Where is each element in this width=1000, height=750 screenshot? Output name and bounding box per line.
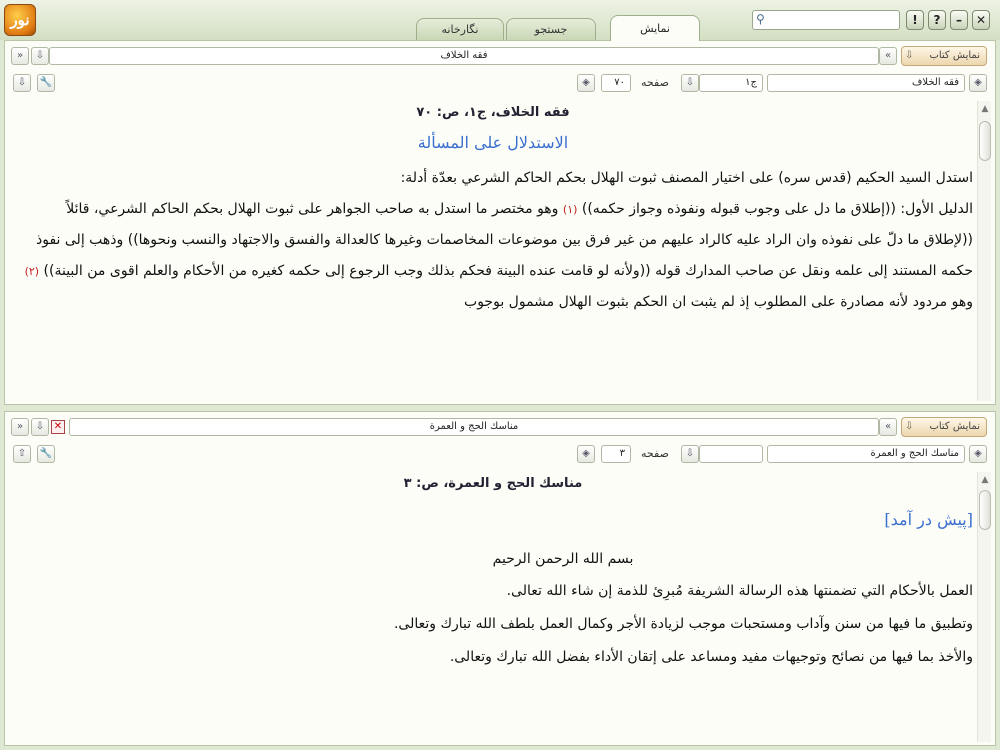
dropdown-arrow-icon: ⇩ xyxy=(905,50,914,61)
book-icon[interactable]: ◈ xyxy=(969,445,987,463)
page-content xyxy=(13,476,973,742)
up-arrow-icon[interactable]: ⇧ xyxy=(13,445,31,463)
show-book-button[interactable] xyxy=(901,46,987,66)
navigation-toolbar xyxy=(5,71,995,95)
expand-left-icon[interactable]: » xyxy=(11,47,29,65)
scroll-thumb[interactable] xyxy=(979,490,991,530)
collapse-icon[interactable]: « xyxy=(879,418,897,436)
bookmark-icon[interactable]: ◈ xyxy=(577,74,595,92)
search-icon[interactable]: ⚲ xyxy=(756,12,765,26)
paragraph-text: وهو مردود لأنه مصادرة على المطلوب إذ لم يثبت ان الحكم بثبوت الهلال مشمول بوجوب xyxy=(464,294,973,310)
tab-search[interactable]: جستجو xyxy=(506,18,596,40)
paragraph: استدل السيد الحكيم (قدس سره) على اختيار المصنف ثبوت الهلال بحكم الحاكم الشرعي بعدّة أدلة: xyxy=(400,170,973,186)
show-book-button[interactable] xyxy=(901,417,987,437)
page-header: مناسك الحج و العمرة، ص: ۳ xyxy=(403,476,583,491)
alert-button[interactable]: ! xyxy=(906,10,924,30)
book-icon[interactable]: ◈ xyxy=(969,74,987,92)
footnote-link[interactable]: (۱) xyxy=(562,203,578,216)
app-topbar xyxy=(0,0,1000,40)
page-label: صفحه xyxy=(641,447,669,460)
volume-select[interactable] xyxy=(699,445,763,463)
volume-select[interactable]: ج۱ xyxy=(699,74,763,92)
collapse-icon[interactable]: « xyxy=(879,47,897,65)
book-select[interactable]: مناسك الحج و العمرة xyxy=(767,445,965,463)
book-toolbar xyxy=(5,416,995,438)
bookmark-icon[interactable]: ◈ xyxy=(577,445,595,463)
app-logo: نور xyxy=(4,4,36,36)
paragraph xyxy=(13,194,973,318)
arrow-down-icon[interactable]: ⇩ xyxy=(31,47,49,65)
show-book-label: نمایش کتاب xyxy=(929,50,980,61)
page-label: صفحه xyxy=(641,76,669,89)
volume-dropdown-icon[interactable]: ⇩ xyxy=(681,74,699,92)
show-book-label: نمایش کتاب xyxy=(929,421,980,432)
paragraph-text: وهو مختصر ما استدل به صاحب الجواهر على ثبوت الهلال بحكم الحاكم الشرعي، قائلاً ((لإطلاق ما دلّ على نفوذه وان الراد عليه كالراد عليهم من غير فرق بين موضوعات المخاصمات وغيرها كالعدالة والفسق والاجتهاد والنسب ونحوها)) وذهب إلى نفوذ حكمه المستند إلى علمه ونقل عن صاحب المدارك قوله ((ولأنه لو قامت عنده البينة فحكم بذلك وجب الرجوع إلى حكمه كغيره من الأحكام والعلم اقوى من البينة)) xyxy=(35,201,973,279)
footnote-link[interactable]: (۲) xyxy=(24,265,40,278)
volume-dropdown-icon[interactable]: ⇩ xyxy=(681,445,699,463)
tab-gallery[interactable]: نگارخانه xyxy=(416,18,504,40)
page-content xyxy=(13,105,973,401)
navigation-toolbar xyxy=(5,442,995,466)
section-heading: الاستدلال على المسألة xyxy=(417,133,569,152)
scroll-up-icon[interactable]: ▲ xyxy=(981,104,989,114)
reader-panel-bottom xyxy=(4,411,996,746)
page-number-input[interactable]: ۳ xyxy=(601,445,631,463)
close-panel-icon[interactable]: ✕ xyxy=(51,420,65,434)
tab-display[interactable]: نمایش xyxy=(610,15,700,41)
dropdown-arrow-icon: ⇩ xyxy=(905,421,914,432)
wrench-icon[interactable]: 🔧 xyxy=(37,74,55,92)
close-button[interactable]: ✕ xyxy=(972,10,990,30)
paragraph: وتطبيق ما فيها من سنن وآداب ومستحبات موجب لزيادة الأجر وكمال العمل بلطف الله تبارك وتعالى. xyxy=(393,616,973,632)
arrow-down-icon[interactable]: ⇩ xyxy=(13,74,31,92)
paragraph-text: الدليل الأول: ((إطلاق ما دل على وجوب قبوله ونفوذه وجواز حكمه)) xyxy=(581,201,973,217)
book-toolbar xyxy=(5,45,995,67)
expand-left-icon[interactable]: » xyxy=(11,418,29,436)
reader-panel-top xyxy=(4,40,996,405)
book-title-field[interactable]: فقه الخلاف xyxy=(49,47,879,65)
intro-row xyxy=(13,510,973,544)
page-number-input[interactable]: ۷۰ xyxy=(601,74,631,92)
vertical-scrollbar[interactable] xyxy=(977,472,991,742)
vertical-scrollbar[interactable] xyxy=(977,101,991,401)
book-title-field[interactable]: مناسك الحج و العمرة xyxy=(69,418,879,436)
paragraph: العمل بالأحكام التي تضمنتها هذه الرسالة الشريفة مُبرِئ للذمة إن شاء الله تعالى. xyxy=(506,583,973,599)
basmala: بسم الله الرحمن الرحيم xyxy=(492,551,634,567)
paragraph: والأخذ بما فيها من نصائح وتوجيهات مفيد ومساعد على إتقان الأداء بفضل الله تبارك وتعالى. xyxy=(449,649,973,665)
book-select[interactable]: فقه الخلاف xyxy=(767,74,965,92)
intro-link[interactable]: [پیش در آمد] xyxy=(884,510,973,529)
page-header: فقه الخلاف، ج۱، ص: ۷۰ xyxy=(416,105,570,120)
minimize-button[interactable]: – xyxy=(950,10,968,30)
scroll-up-icon[interactable]: ▲ xyxy=(981,475,989,485)
scroll-thumb[interactable] xyxy=(979,121,991,161)
search-input[interactable] xyxy=(752,10,900,30)
help-button[interactable]: ? xyxy=(928,10,946,30)
wrench-icon[interactable]: 🔧 xyxy=(37,445,55,463)
arrow-down-icon[interactable]: ⇩ xyxy=(31,418,49,436)
